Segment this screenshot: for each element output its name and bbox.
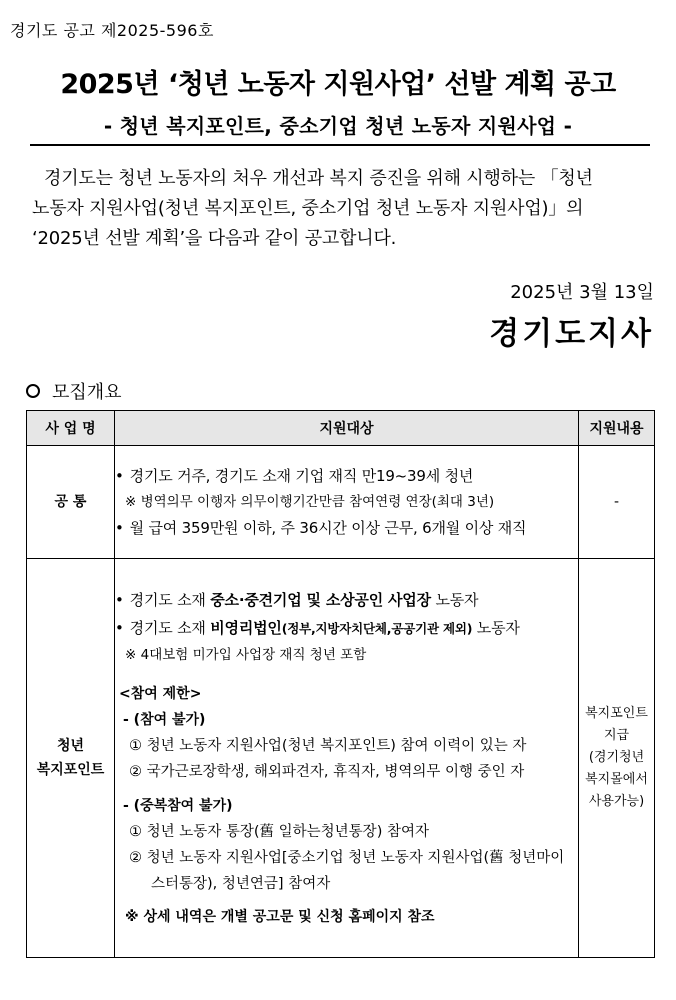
welfare-b2-pre: 경기도 소재 [129,618,211,637]
welfare-note: ※ 4대보험 미가입 사업장 재직 청년 포함 [125,646,367,663]
welfare-support-line-2: 지급 [603,728,630,743]
common-support: - [613,493,620,510]
bullet-dot-icon: • [115,467,124,485]
welfare-support-cell [579,559,655,958]
intro-line-1: 경기도는 청년 노동자의 처우 개선과 복지 증진을 위해 시행하는 「청년 [44,168,593,189]
welfare-name-cell [27,559,115,958]
welfare-bullet-1 [115,586,578,614]
welfare-b2-post: 노동자 [472,618,520,637]
welfare-b2-bold: 비영리법인 [210,618,282,637]
header-project: 사 업 명 [27,411,115,446]
common-bullet-1 [115,462,578,490]
restriction-item-1-1: ① 청년 노동자 지원사업(청년 복지포인트) 참여 이력이 있는 자 [129,737,527,754]
intro-line-2: 노동자 지원사업(청년 복지포인트, 중소기업 청년 노동자 지원사업)」의 [32,198,584,219]
recruitment-table [26,410,655,958]
welfare-bullet-2 [115,614,578,643]
restriction-item-2-1: ① 청년 노동자 통장(舊 일하는청년통장) 참여자 [129,823,429,840]
common-name-cell [27,446,115,559]
issuer-name: 경기도지사 [489,316,654,352]
common-support-cell [579,446,655,559]
table-header-row [27,411,655,446]
notice-number: 경기도 공고 제2025-596호 [10,21,214,40]
common-name: 공 통 [54,494,87,510]
spacer [115,785,578,793]
restriction-item-2-2-cont: 스터통장), 청년연금] 참여자 [151,875,331,892]
bullet-dot-icon: • [115,519,124,537]
welfare-b1-pre: 경기도 소재 [129,590,211,609]
welfare-support-line-5: 사용가능) [588,794,645,809]
intro-paragraph [32,164,654,254]
restriction-sub-2: - (중복참여 불가) [123,797,233,814]
circle-bullet-icon [26,384,40,398]
bullet-dot-icon: • [115,590,124,609]
header-target: 지원대상 [115,411,579,446]
welfare-b1-bold: 중소·중견기업 및 소상공인 사업장 [210,590,431,609]
welfare-support-line-1: 복지포인트 [585,706,648,721]
intro-line-3: ‘2025년 선발 계획’을 다음과 같이 공고합니다. [32,228,397,249]
page-subtitle: - 청년 복지포인트, 중소기업 청년 노동자 지원사업 - [103,114,573,138]
restriction-sub-1: - (참여 불가) [123,711,206,728]
restriction-item-2-2: ② 청년 노동자 지원사업[중소기업 청년 노동자 지원사업(舊 청년마이 [129,849,565,866]
title-divider [30,144,650,146]
common-note: ※ 병역의무 이행자 의무이행기간만큼 참여연령 연장(최대 3년) [125,494,495,510]
restriction-item-1-2: ② 국가근로장학생, 해외파견자, 휴직자, 병역의무 이행 중인 자 [129,763,525,780]
bullet-dot-icon: • [115,618,124,637]
table-row-common [27,446,655,559]
welfare-name-line-1: 청년 [56,738,85,754]
section-title: 모집개요 [52,382,122,403]
welfare-support-line-4: 복지몰에서 [585,772,648,787]
welfare-b2-small: (정부,지방자치단체,공공기관 제외) [281,620,473,636]
common-bullet-2-text: 월 급여 359만원 이하, 주 36시간 이상 근무, 6개월 이상 재직 [129,519,527,537]
common-bullet-2 [115,514,578,542]
welfare-name-line-2: 복지포인트 [36,762,105,778]
welfare-b1-post: 노동자 [430,590,479,609]
common-target-cell [115,446,579,559]
detail-note: ※ 상세 내역은 개별 공고문 및 신청 홈페이지 참조 [125,908,435,925]
welfare-support-line-3: (경기청년 [588,750,645,765]
section-heading [26,378,122,404]
announcement-date: 2025년 3월 13일 [510,282,654,303]
table-row-welfare [27,559,655,958]
header-support: 지원내용 [579,411,655,446]
spacer [115,667,578,681]
page-title: 2025년 ‘청년 노동자 지원사업’ 선발 계획 공고 [60,69,616,100]
welfare-target-cell [115,559,579,958]
common-bullet-1-text: 경기도 거주, 경기도 소재 기업 재직 만19~39세 청년 [129,467,474,485]
restriction-title: <참여 제한> [119,685,202,702]
